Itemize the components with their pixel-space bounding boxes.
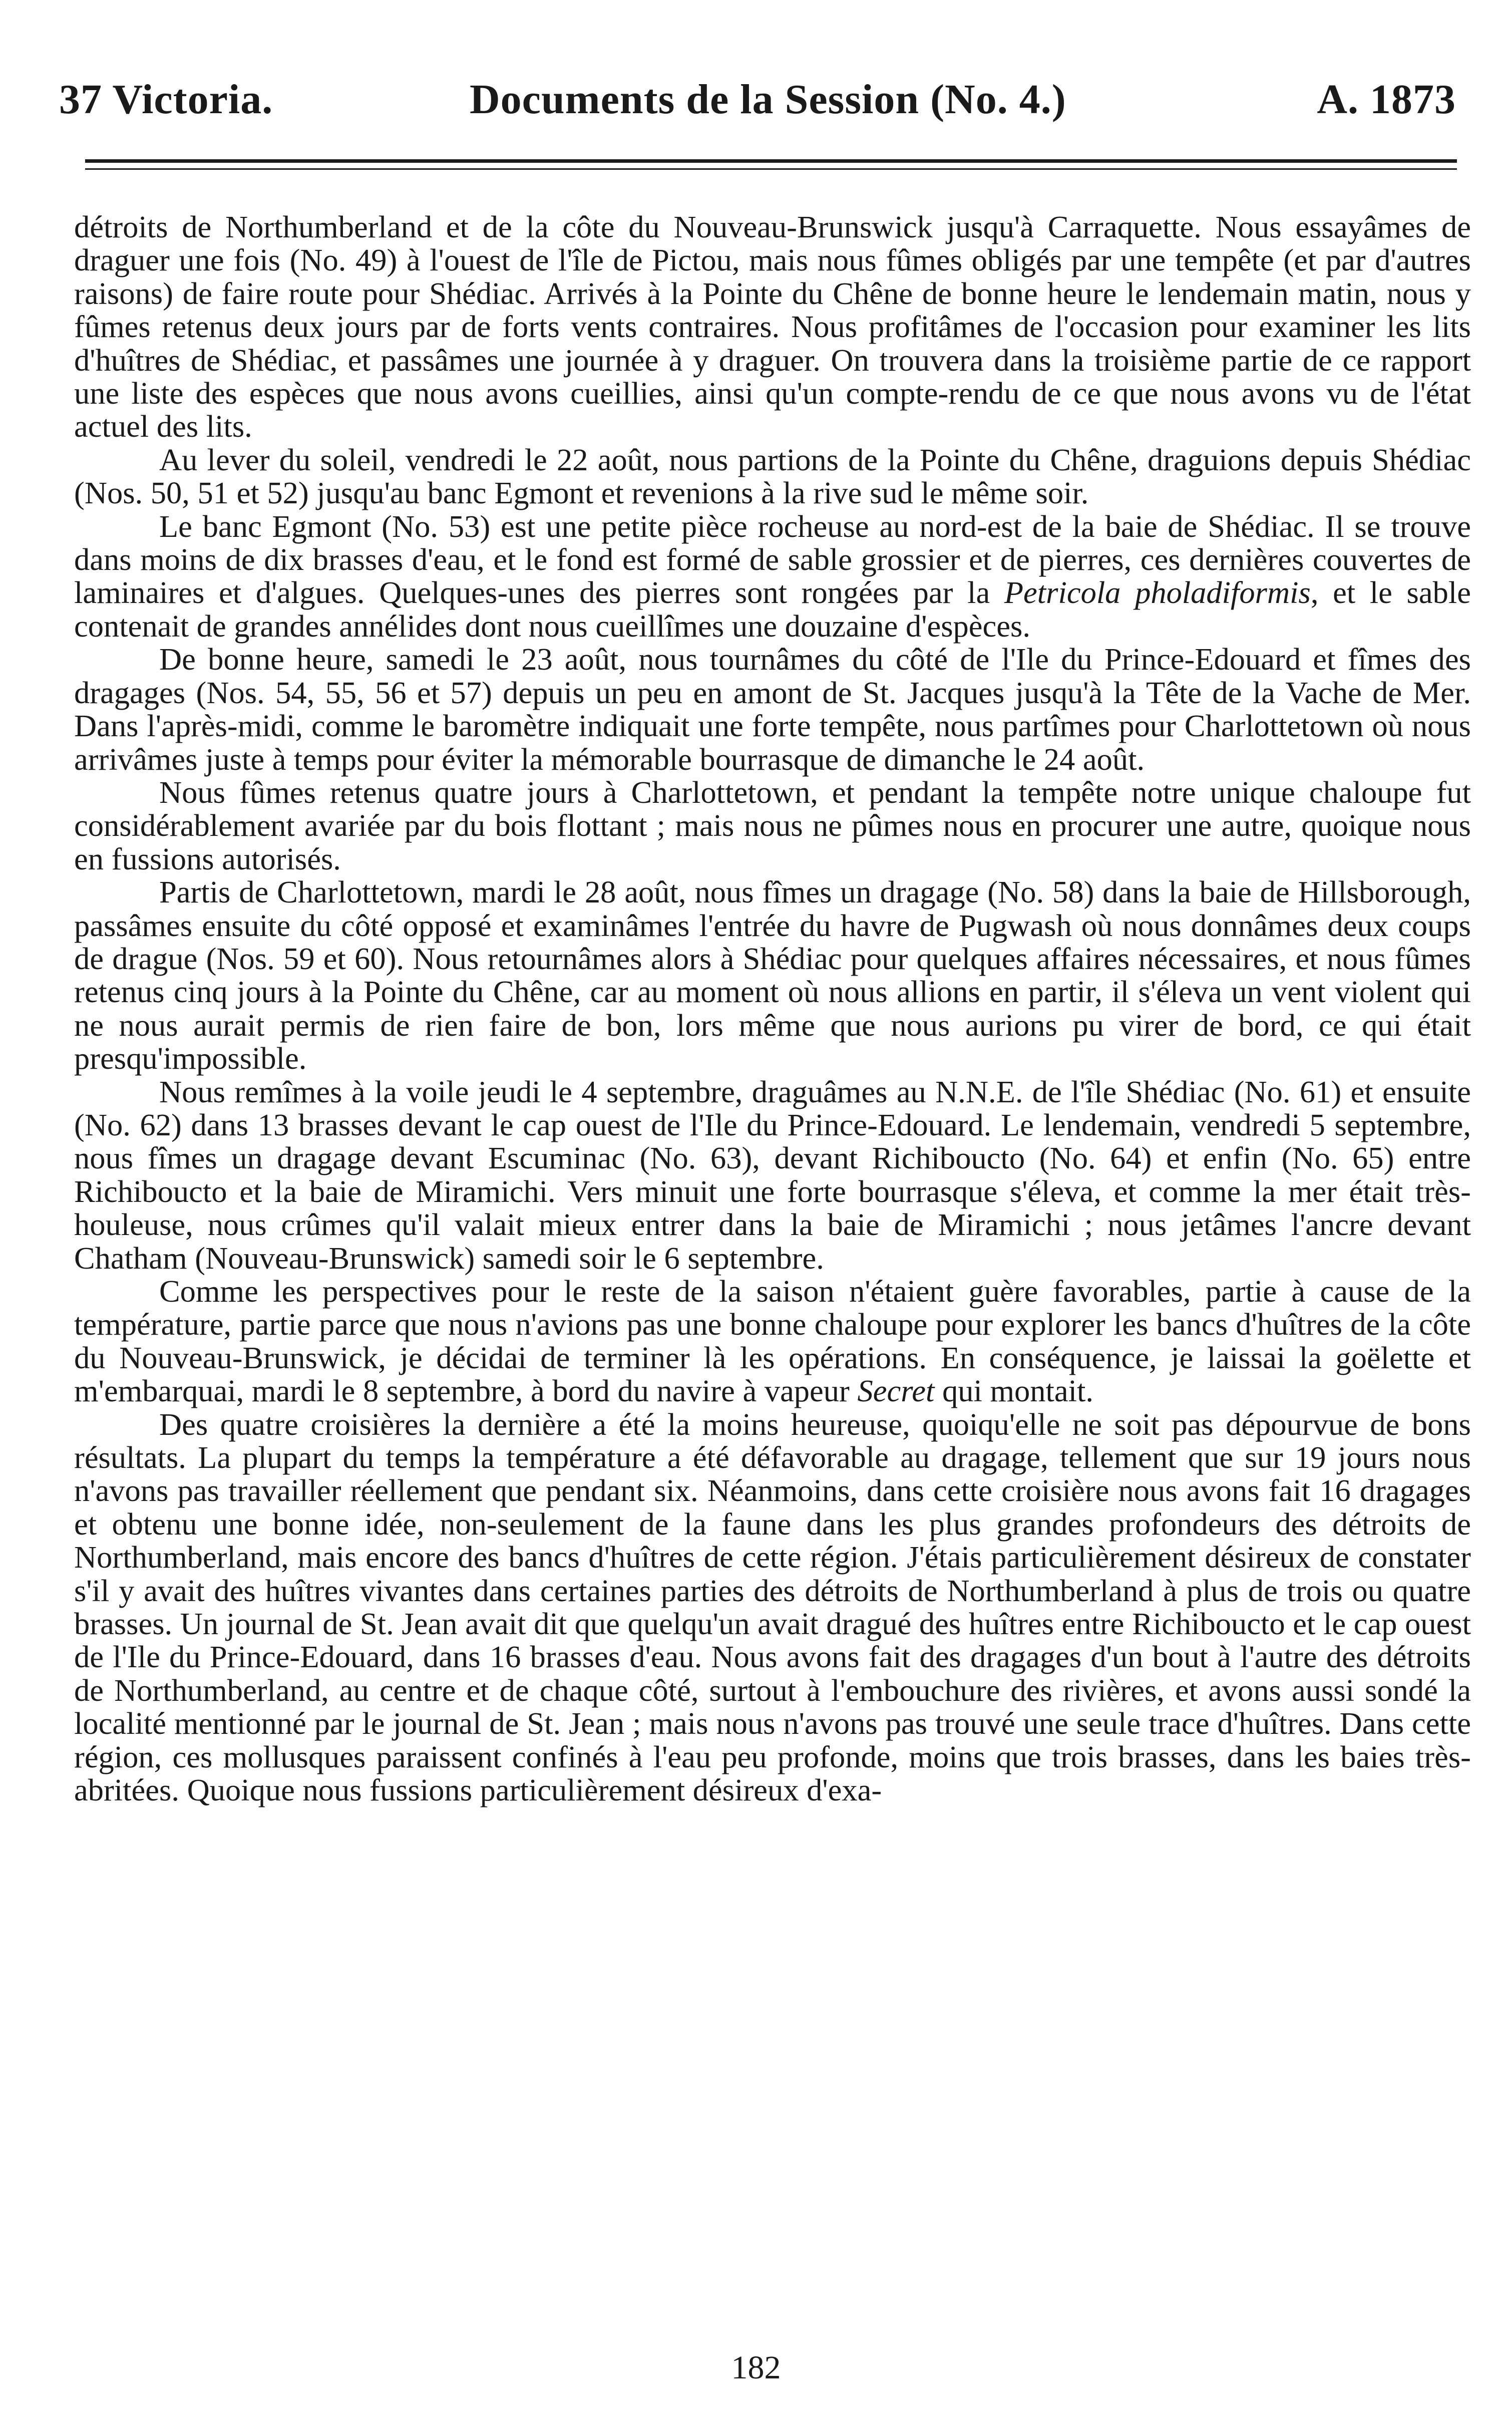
text-run: Au lever du soleil, vendredi le 22 août, nous partions de la Pointe du Chêne, draguions depuis Shédiac (Nos. 50, 51 et 52) jusqu'au banc Egmont et revenions à la rive sud le même soir.	[74, 442, 1471, 511]
header-volume: 37 Victoria.	[59, 76, 273, 123]
paragraph	[74, 443, 1471, 510]
header-year: A. 1873	[1317, 76, 1456, 123]
text-run: qui montait.	[934, 1373, 1094, 1409]
text-run: , et le sable contenait de grandes annélides dont nous cueillîmes une douzaine d'espèces.	[74, 575, 1471, 644]
paragraph	[74, 210, 1471, 443]
text-run: détroits de Northumberland et de la côte du Nouveau-Brunswick jusqu'à Carraquette. Nous essayâmes de draguer une fois (No. 49) à l'ouest de l'île de Pictou, mais nous fûmes obligés par une tempête (et par d'autres raisons) de faire route pour Shédiac. Arrivés à la Pointe du Chêne de bonne heure le lendemain matin, nous y fûmes retenus deux jours par de forts vents contraires. Nous profitâmes de l'occasion pour examiner les lits d'huîtres de Shédiac, et passâmes une journée à y draguer. On trouvera dans la troisième partie de ce rapport une liste des espèces que nous avons cueillies, ainsi qu'un compte-rendu de ce que nous avons vu de l'état actuel des lits.	[74, 209, 1471, 444]
paragraph	[74, 776, 1471, 875]
header-rule-thick	[85, 159, 1457, 163]
text-run: Le banc Egmont (No. 53) est une petite pièce rocheuse au nord-est de la baie de Shédiac. Il se trouve dans moins de dix brasses d'eau, et le fond est formé de sable grossier et de pierres, ces dernières couvertes de laminaires et d'algues. Quelques-unes des pierres sont rongées par la	[74, 508, 1471, 611]
text-run: Partis de Charlottetown, mardi le 28 août, nous fîmes un dragage (No. 58) dans la baie de Hillsborough, passâmes ensuite du côté opposé et examinâmes l'entrée du havre de Pugwash où nous donnâmes deux coups de drague (Nos. 59 et 60). Nous retournâmes alors à Shédiac pour quelques affaires nécessaires, et nous fûmes retenus cinq jours à la Pointe du Chêne, car au moment où nous allions en partir, il s'éleva un vent violent qui ne nous aurait permis de rien faire de bon, lors même que nous aurions pu virer de bord, ce qui était presqu'impossible.	[74, 874, 1471, 1076]
text-run: De bonne heure, samedi le 23 août, nous tournâmes du côté de l'Ile du Prince-Edouard et fîmes des dragages (Nos. 54, 55, 56 et 57) depuis un peu en amont de St. Jacques jusqu'à la Tête de la Vache de Mer. Dans l'après-midi, comme le baromètre indiquait une forte tempête, nous partîmes pour Charlottetown où nous arrivâmes juste à temps pour éviter la mémorable bourrasque de dimanche le 24 août.	[74, 642, 1471, 777]
body-text	[74, 210, 1471, 1807]
italic-run: Secret	[857, 1373, 935, 1409]
page-number: 182	[731, 2349, 781, 2386]
paragraph	[74, 1075, 1471, 1275]
header-title: Documents de la Session (No. 4.)	[470, 76, 1066, 123]
running-header	[59, 75, 1461, 135]
paragraph	[74, 875, 1471, 1075]
paragraph	[74, 510, 1471, 643]
paragraph	[74, 1408, 1471, 1807]
paragraph	[74, 643, 1471, 776]
text-run: Des quatre croisières la dernière a été la moins heureuse, quoiqu'elle ne soit pas dépourvue de bons résultats. La plupart du temps la température a été défavorable au dragage, tellement que sur 19 jours nous n'avons pas travailler réellement que pendant six. Néanmoins, dans cette croisière nous avons fait 16 dragages et obtenu une bonne idée, non-seulement de la faune dans les plus grandes profondeurs des détroits de Northumberland, mais encore des bancs d'huîtres de cette région. J'étais particulièrement désireux de constater s'il y avait des huîtres vivantes dans certaines parties des détroits de Northumberland à plus de trois ou quatre brasses. Un journal de St. Jean avait dit que quelqu'un avait dragué des huîtres entre Richibouсto et le cap ouest de l'Ile du Prince-Edouard, dans 16 brasses d'eau. Nous avons fait des dragages d'un bout à l'autre des détroits de Northumberland, au centre et de chaque côté, surtout à l'embouchure des rivières, et avons aussi sondé la localité mentionné par le journal de St. Jean ; mais nous n'avons pas trouvé une seule trace d'huîtres. Dans cette région, ces mollusques paraissent confinés à l'eau peu profonde, moins que trois brasses, dans les baies très-abritées. Quoique nous fussions particulièrement désireux d'exa-	[74, 1406, 1471, 1808]
text-run: Nous fûmes retenus quatre jours à Charlottetown, et pendant la tempête notre unique chaloupe fut considérablement avariée par du bois flottant ; mais nous ne pûmes nous en procurer une autre, quoique nous en fussions autorisés.	[74, 774, 1471, 876]
italic-run: Petricola pholadiformis	[1004, 575, 1311, 611]
paragraph	[74, 1275, 1471, 1408]
header-rule-thin	[85, 168, 1457, 170]
text-run: Comme les perspectives pour le reste de la saison n'étaient guère favorables, partie à cause de la température, partie parce que nous n'avions pas une bonne chaloupe pour explorer les bancs d'huîtres de la côte du Nouveau-Brunswick, je décidai de terminer là les opérations. En conséquence, je laissai la goëlette et m'embarquai, mardi le 8 septembre, à bord du navire à vapeur	[74, 1274, 1471, 1409]
text-run: Nous remîmes à la voile jeudi le 4 septembre, draguâmes au N.N.E. de l'île Shédiac (No. 61) et ensuite (No. 62) dans 13 brasses devant le cap ouest de l'Ile du Prince-Edouard. Le lendemain, vendredi 5 septembre, nous fîmes un dragage devant Escuminac (No. 63), devant Richibouсto (No. 64) et enfin (No. 65) entre Richibouсto et la baie de Miramichi. Vers minuit une forte bourrasque s'éleva, et comme la mer était très-houleuse, nous crûmes qu'il valait mieux entrer dans la baie de Miramichi ; nous jetâmes l'ancre devant Chatham (Nouveau-Brunswick) samedi soir le 6 septembre.	[74, 1074, 1471, 1276]
